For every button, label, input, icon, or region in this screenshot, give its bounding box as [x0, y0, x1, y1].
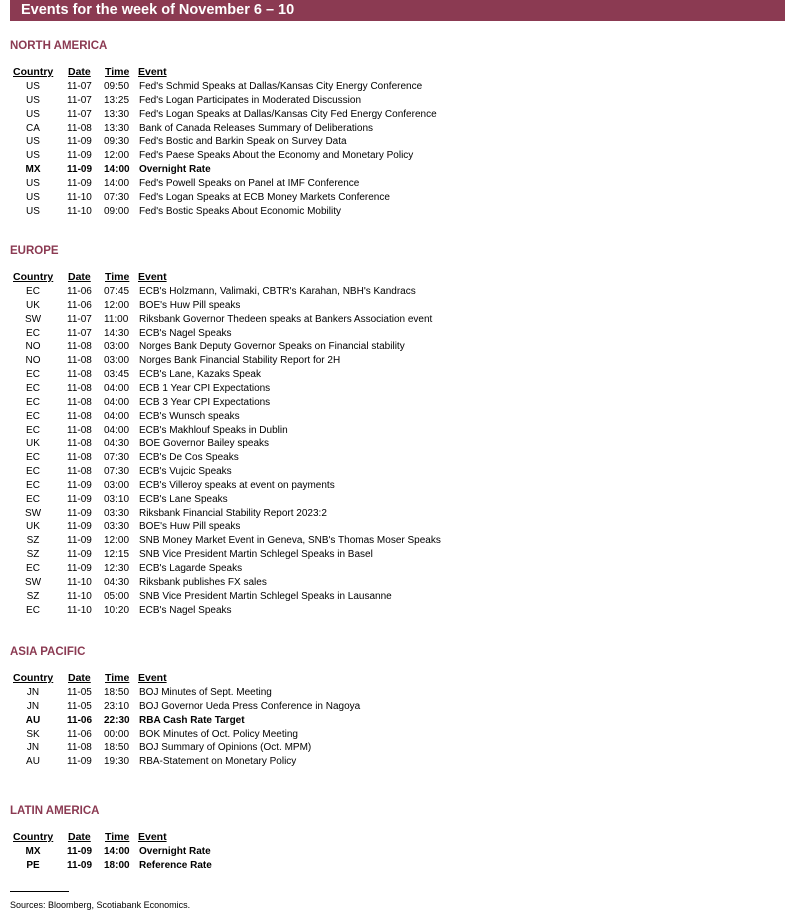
cell-event: ECB's Vujcic Speaks [139, 466, 232, 478]
cell-time: 09:00 [104, 205, 130, 217]
cell-date: 11-08 [67, 369, 92, 381]
cell-country: EC [26, 563, 40, 574]
cell-date: 11-08 [67, 466, 92, 478]
cell-country: AU [26, 756, 40, 768]
cell-event: Fed's Logan Speaks at Dallas/Kansas City Fed Energy Conference [139, 108, 437, 120]
cell-country: JN [26, 742, 40, 754]
table-row [10, 687, 785, 701]
cell-event: ECB's Lane Speaks [139, 493, 228, 505]
cell-date: 11-09 [67, 150, 92, 162]
cell-event: ECB's Holzmann, Valimaki, CBTR's Karahan, NBH's Kandracs [139, 286, 416, 297]
cell-date: 11-09 [67, 563, 92, 574]
cell-country: CA [26, 122, 40, 134]
cell-event: BOE Governor Bailey speaks [139, 438, 270, 450]
cell-event: BOJ Governor Ueda Press Conference in Nagoya [139, 700, 361, 712]
cell-event: Fed's Bostic and Barkin Speak on Survey Data [139, 136, 347, 148]
page-title: Events for the week of November 6 – 10 [21, 2, 295, 18]
column-header-time: Time [105, 66, 130, 78]
cell-date: 11-08 [67, 452, 92, 464]
table-row [10, 466, 785, 480]
cell-event: Fed's Bostic Speaks About Economic Mobility [139, 205, 342, 217]
column-header-event: Event [138, 66, 167, 78]
table-row [10, 756, 785, 770]
cell-event: Fed's Schmid Speaks at Dallas/Kansas City Energy Conference [139, 81, 423, 92]
cell-country: SW [24, 313, 42, 325]
cell-time: 11:00 [104, 313, 129, 325]
cell-event: ECB's Lagarde Speaks [139, 563, 243, 574]
cell-event: ECB's Villeroy speaks at event on payments [139, 479, 335, 491]
cell-date: 11-07 [67, 94, 92, 106]
cell-event: SNB Vice President Martin Schlegel Speaks in Lausanne [139, 590, 392, 602]
column-header-event: Event [138, 271, 167, 283]
cell-date: 11-10 [67, 590, 92, 602]
cell-country: UK [26, 521, 40, 533]
column-header-country: Country [13, 271, 54, 283]
cell-date: 11-08 [67, 410, 92, 422]
cell-country: SZ [26, 535, 40, 547]
cell-event: ECB's Wunsch speaks [139, 410, 240, 422]
cell-country: EC [26, 286, 40, 297]
table-row [10, 701, 785, 715]
cell-country: EC [26, 424, 40, 436]
cell-date: 11-05 [67, 687, 92, 698]
cell-country: UK [26, 299, 40, 311]
table-row [10, 729, 785, 743]
cell-country: EC [26, 410, 40, 422]
table-row [10, 300, 785, 314]
cell-time: 04:00 [104, 410, 130, 422]
cell-country: US [26, 108, 40, 120]
cell-event: RBA-Statement on Monetary Policy [139, 756, 297, 768]
table-row [10, 715, 785, 729]
table-row [10, 164, 785, 178]
table-row [10, 480, 785, 494]
cell-country: US [26, 191, 40, 203]
table-row [10, 136, 785, 150]
cell-event: Fed's Paese Speaks About the Economy and Monetary Policy [139, 150, 414, 162]
cell-event: ECB 3 Year CPI Expectations [139, 396, 271, 408]
cell-event: ECB's Nagel Speaks [139, 604, 232, 616]
header-banner [10, 0, 785, 21]
cell-country: US [26, 150, 40, 162]
cell-event: BOJ Summary of Opinions (Oct. MPM) [139, 742, 312, 754]
cell-time: 07:30 [104, 191, 130, 203]
cell-country: US [26, 94, 40, 106]
cell-time: 13:30 [104, 108, 130, 120]
table-row [10, 192, 785, 206]
cell-event: BOK Minutes of Oct. Policy Meeting [139, 728, 298, 740]
cell-event: ECB's Nagel Speaks [139, 327, 232, 339]
table-row [10, 508, 785, 522]
column-header-country: Country [13, 831, 54, 843]
cell-time: 12:00 [104, 150, 130, 162]
cell-date: 11-06 [67, 714, 93, 726]
section-title: LATIN AMERICA [10, 805, 100, 817]
cell-time: 14:30 [104, 327, 130, 339]
cell-country: EC [26, 369, 40, 381]
cell-time: 04:30 [104, 576, 130, 588]
table-row [10, 494, 785, 508]
cell-date: 11-09 [67, 521, 92, 533]
cell-country: AU [25, 714, 41, 726]
cell-time: 19:30 [104, 756, 130, 768]
cell-date: 11-10 [67, 205, 92, 217]
table-row [10, 206, 785, 220]
table-row [10, 81, 785, 95]
table-row [10, 109, 785, 123]
table-row [10, 150, 785, 164]
table-row [10, 742, 785, 756]
cell-date: 11-09 [67, 859, 93, 871]
table-row [10, 411, 785, 425]
column-header-date: Date [68, 672, 91, 684]
cell-time: 03:45 [104, 369, 130, 381]
cell-time: 03:30 [104, 507, 130, 519]
cell-country: EC [26, 479, 40, 491]
cell-date: 11-08 [67, 122, 92, 134]
cell-country: NO [25, 355, 41, 367]
cell-date: 11-10 [67, 191, 92, 203]
cell-country: SK [26, 728, 40, 740]
cell-event: Riksbank publishes FX sales [139, 576, 267, 588]
column-header-event: Event [138, 672, 167, 684]
cell-date: 11-09 [67, 535, 92, 547]
cell-time: 03:00 [104, 355, 130, 367]
cell-country: EC [26, 452, 40, 464]
column-header-time: Time [105, 271, 130, 283]
cell-event: Fed's Logan Speaks at ECB Money Markets Conference [139, 191, 390, 203]
cell-country: MX [25, 164, 41, 176]
column-header-time: Time [105, 672, 130, 684]
column-header-country: Country [13, 672, 54, 684]
cell-event: Bank of Canada Releases Summary of Deliberations [139, 122, 374, 134]
table-row [10, 535, 785, 549]
cell-event: Norges Bank Financial Stability Report for 2H [139, 355, 341, 367]
table-row [10, 521, 785, 535]
cell-event: Fed's Logan Participates in Moderated Discussion [139, 94, 362, 106]
cell-country: SZ [26, 590, 40, 602]
cell-date: 11-09 [67, 479, 92, 491]
cell-country: UK [26, 438, 40, 450]
cell-time: 14:00 [104, 177, 130, 189]
cell-date: 11-09 [67, 164, 93, 176]
table-row [10, 314, 785, 328]
cell-time: 18:50 [104, 742, 130, 754]
table-row [10, 549, 785, 563]
cell-date: 11-08 [67, 396, 92, 408]
cell-country: NO [25, 341, 41, 353]
cell-date: 11-07 [67, 327, 92, 339]
cell-country: SW [24, 576, 42, 588]
table-row [10, 383, 785, 397]
column-header-time: Time [105, 831, 130, 843]
cell-time: 10:20 [104, 604, 130, 616]
cell-event: Norges Bank Deputy Governor Speaks on Financial stability [139, 341, 405, 353]
cell-date: 11-09 [67, 493, 92, 505]
cell-date: 11-10 [67, 604, 92, 616]
cell-event: Overnight Rate [139, 846, 211, 857]
table-row [10, 286, 785, 300]
cell-time: 12:00 [104, 299, 130, 311]
cell-date: 11-09 [67, 756, 92, 768]
cell-country: US [26, 81, 40, 92]
table-row [10, 860, 785, 874]
cell-time: 12:15 [104, 549, 130, 561]
cell-date: 11-06 [67, 286, 92, 297]
table-row [10, 397, 785, 411]
cell-time: 12:00 [104, 535, 130, 547]
cell-country: MX [25, 846, 41, 857]
table-row [10, 591, 785, 605]
table-row [10, 328, 785, 342]
cell-time: 00:00 [104, 728, 130, 740]
cell-date: 11-06 [67, 299, 92, 311]
cell-time: 13:25 [104, 94, 130, 106]
cell-event: ECB's Makhlouf Speaks in Dublin [139, 424, 288, 436]
cell-date: 11-09 [67, 549, 92, 561]
cell-date: 11-07 [67, 313, 92, 325]
cell-time: 13:30 [104, 122, 130, 134]
cell-country: EC [26, 327, 40, 339]
cell-time: 14:00 [104, 164, 130, 176]
section-title: ASIA PACIFIC [10, 646, 86, 658]
cell-time: 07:45 [104, 286, 130, 297]
cell-event: ECB's Lane, Kazaks Speak [139, 369, 261, 381]
cell-country: US [26, 205, 40, 217]
cell-event: BOJ Minutes of Sept. Meeting [139, 687, 272, 698]
cell-country: JN [26, 700, 40, 712]
cell-time: 22:30 [104, 714, 130, 726]
cell-country: EC [26, 466, 40, 478]
cell-event: BOE's Huw Pill speaks [139, 299, 241, 311]
cell-country: EC [26, 604, 40, 616]
cell-time: 18:00 [104, 859, 130, 871]
cell-date: 11-10 [67, 576, 92, 588]
cell-date: 11-08 [67, 742, 92, 754]
column-header-date: Date [68, 271, 91, 283]
cell-country: EC [26, 493, 40, 505]
cell-date: 11-06 [67, 728, 92, 740]
cell-time: 04:00 [104, 424, 130, 436]
cell-date: 11-09 [67, 507, 92, 519]
cell-time: 23:10 [104, 700, 130, 712]
cell-country: PE [26, 859, 40, 871]
cell-country: SZ [26, 549, 40, 561]
cell-date: 11-08 [67, 424, 92, 436]
cell-time: 09:30 [104, 136, 130, 148]
cell-date: 11-09 [67, 177, 92, 189]
cell-event: ECB 1 Year CPI Expectations [139, 382, 271, 394]
table-row [10, 341, 785, 355]
cell-event: BOE's Huw Pill speaks [139, 521, 241, 533]
cell-country: SW [24, 507, 42, 519]
cell-date: 11-08 [67, 341, 92, 353]
table-row [10, 563, 785, 577]
cell-time: 12:30 [104, 563, 130, 574]
cell-time: 04:00 [104, 396, 130, 408]
column-header-country: Country [13, 66, 54, 78]
cell-event: RBA Cash Rate Target [139, 714, 245, 726]
section-title: NORTH AMERICA [10, 40, 108, 52]
cell-country: EC [26, 382, 40, 394]
table-row [10, 355, 785, 369]
cell-event: Riksbank Governor Thedeen speaks at Bankers Association event [139, 313, 433, 325]
cell-event: Riksbank Financial Stability Report 2023:2 [139, 507, 327, 519]
table-row [10, 178, 785, 192]
table-row [10, 846, 785, 860]
cell-time: 03:00 [104, 479, 130, 491]
cell-time: 04:00 [104, 382, 130, 394]
cell-country: US [26, 177, 40, 189]
cell-event: SNB Money Market Event in Geneva, SNB's Thomas Moser Speaks [139, 535, 441, 547]
cell-country: US [26, 136, 40, 148]
column-header-date: Date [68, 831, 91, 843]
cell-event: ECB's De Cos Speaks [139, 452, 239, 464]
cell-event: SNB Vice President Martin Schlegel Speaks in Basel [139, 549, 373, 561]
cell-time: 07:30 [104, 466, 130, 478]
cell-time: 09:50 [104, 81, 130, 92]
cell-time: 18:50 [104, 687, 130, 698]
table-row [10, 438, 785, 452]
cell-date: 11-05 [67, 700, 92, 712]
column-header-event: Event [138, 831, 167, 843]
section-title: EUROPE [10, 245, 59, 257]
footnote-sources: Sources: Bloomberg, Scotiabank Economics. [10, 900, 191, 910]
cell-date: 11-09 [67, 136, 92, 148]
column-header-date: Date [68, 66, 91, 78]
cell-date: 11-08 [67, 355, 92, 367]
table-row [10, 369, 785, 383]
cell-time: 14:00 [104, 846, 130, 857]
cell-time: 07:30 [104, 452, 130, 464]
cell-date: 11-08 [67, 438, 92, 450]
table-row [10, 95, 785, 109]
table-row [10, 123, 785, 137]
table-row [10, 452, 785, 466]
cell-event: Reference Rate [139, 859, 212, 871]
cell-time: 03:10 [104, 493, 130, 505]
footnote-divider [10, 891, 69, 892]
cell-date: 11-09 [67, 846, 93, 857]
table-row [10, 577, 785, 591]
cell-date: 11-07 [67, 81, 92, 92]
cell-event: Fed's Powell Speaks on Panel at IMF Conference [139, 177, 360, 189]
cell-country: JN [26, 687, 40, 698]
cell-time: 03:30 [104, 521, 130, 533]
cell-date: 11-08 [67, 382, 92, 394]
cell-country: EC [26, 396, 40, 408]
cell-time: 03:00 [104, 341, 130, 353]
cell-event: Overnight Rate [139, 164, 211, 176]
table-row [10, 605, 785, 619]
cell-date: 11-07 [67, 108, 92, 120]
cell-time: 05:00 [104, 590, 130, 602]
cell-time: 04:30 [104, 438, 130, 450]
table-row [10, 425, 785, 439]
